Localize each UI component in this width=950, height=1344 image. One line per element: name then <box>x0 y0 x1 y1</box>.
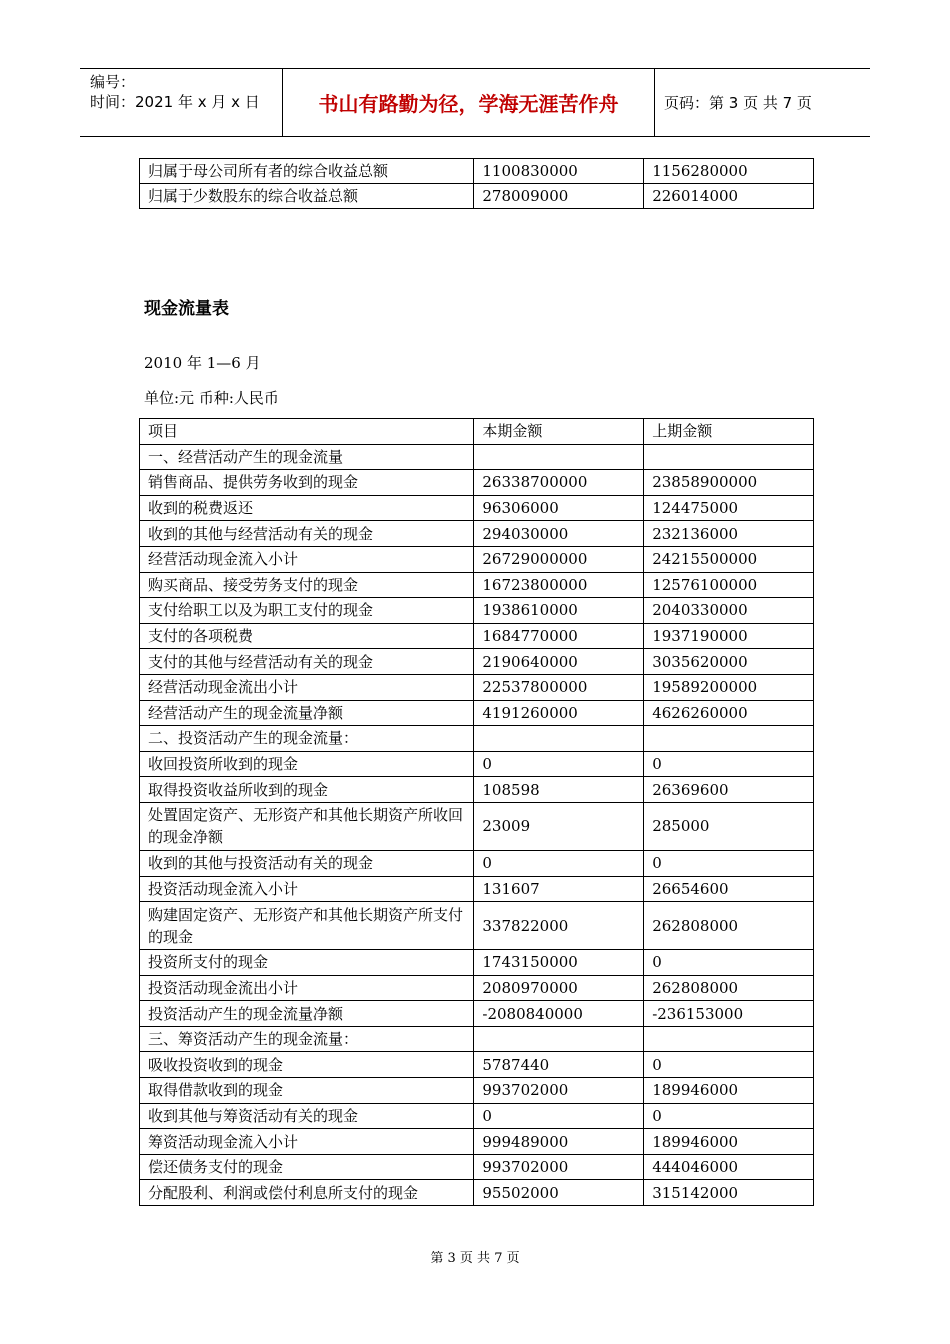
row-current: 0 <box>474 1103 644 1129</box>
row-item: 投资活动现金流出小计 <box>140 975 474 1001</box>
row-previous: 226014000 <box>644 184 814 209</box>
row-item: 分配股利、利润或偿付利息所支付的现金 <box>140 1180 474 1206</box>
row-current: 4191260000 <box>474 700 644 726</box>
row-item: 收回投资所收到的现金 <box>140 751 474 777</box>
row-item: 归属于母公司所有者的综合收益总额 <box>140 159 474 184</box>
table-row <box>140 1154 814 1180</box>
row-current: 0 <box>474 751 644 777</box>
table-row <box>140 546 814 572</box>
income-summary-table <box>139 158 814 209</box>
row-previous: 26369600 <box>644 777 814 803</box>
row-current: 23009 <box>474 802 644 850</box>
table-row <box>140 159 814 184</box>
table-row <box>140 700 814 726</box>
table-row <box>140 444 814 470</box>
section-title: 现金流量表 <box>144 299 229 319</box>
row-current: 131607 <box>474 876 644 902</box>
table-row <box>140 975 814 1001</box>
row-current: 278009000 <box>474 184 644 209</box>
row-previous <box>644 444 814 470</box>
row-current <box>474 1026 644 1052</box>
row-current: 1938610000 <box>474 598 644 624</box>
row-item: 三、筹资活动产生的现金流量： <box>140 1026 474 1052</box>
row-previous: 0 <box>644 1103 814 1129</box>
table-row <box>140 470 814 496</box>
row-previous: 0 <box>644 1052 814 1078</box>
cash-flow-table <box>139 418 814 1206</box>
row-item: 销售商品、提供劳务收到的现金 <box>140 470 474 496</box>
row-previous: 1937190000 <box>644 623 814 649</box>
table-header-row <box>140 419 814 445</box>
row-item: 支付的各项税费 <box>140 623 474 649</box>
row-item: 购买商品、接受劳务支付的现金 <box>140 572 474 598</box>
table-row <box>140 649 814 675</box>
row-current <box>474 444 644 470</box>
row-item: 收到其他与筹资活动有关的现金 <box>140 1103 474 1129</box>
row-previous: 0 <box>644 950 814 976</box>
table-row <box>140 572 814 598</box>
row-current: 0 <box>474 850 644 876</box>
row-item: 收到的其他与投资活动有关的现金 <box>140 850 474 876</box>
row-current: 26338700000 <box>474 470 644 496</box>
row-previous: 232136000 <box>644 521 814 547</box>
row-item: 经营活动产生的现金流量净额 <box>140 700 474 726</box>
row-item: 经营活动现金流入小计 <box>140 546 474 572</box>
row-item: 购建固定资产、无形资产和其他长期资产所支付的现金 <box>140 902 474 950</box>
table-row <box>140 902 814 950</box>
row-item: 支付给职工以及为职工支付的现金 <box>140 598 474 624</box>
row-previous: 24215500000 <box>644 546 814 572</box>
row-current: 22537800000 <box>474 674 644 700</box>
row-current: 16723800000 <box>474 572 644 598</box>
table-row <box>140 184 814 209</box>
table-row <box>140 623 814 649</box>
row-current: 1100830000 <box>474 159 644 184</box>
table-row <box>140 777 814 803</box>
header-time-label: 时间：2021 年 x 月 x 日 <box>90 93 260 111</box>
row-previous: 23858900000 <box>644 470 814 496</box>
row-previous: 285000 <box>644 802 814 850</box>
row-current: 95502000 <box>474 1180 644 1206</box>
header-meta <box>90 72 260 112</box>
row-current: 999489000 <box>474 1129 644 1155</box>
row-previous: 26654600 <box>644 876 814 902</box>
header-motto: 书山有路勤为径，学海无涯苦作舟 <box>318 92 619 116</box>
row-item: 支付的其他与经营活动有关的现金 <box>140 649 474 675</box>
row-item: 二、投资活动产生的现金流量： <box>140 726 474 752</box>
row-previous: -236153000 <box>644 1001 814 1027</box>
table-row <box>140 1129 814 1155</box>
row-item: 收到的税费返还 <box>140 495 474 521</box>
row-item: 投资活动现金流入小计 <box>140 876 474 902</box>
row-item: 取得投资收益所收到的现金 <box>140 777 474 803</box>
row-previous: 0 <box>644 751 814 777</box>
header-current: 本期金额 <box>474 419 644 445</box>
row-current: 108598 <box>474 777 644 803</box>
row-current: 2190640000 <box>474 649 644 675</box>
header-divider <box>654 69 655 136</box>
row-previous: 262808000 <box>644 902 814 950</box>
table-row <box>140 751 814 777</box>
row-previous: 189946000 <box>644 1078 814 1104</box>
header-item: 项目 <box>140 419 474 445</box>
row-current: 1743150000 <box>474 950 644 976</box>
row-previous: 2040330000 <box>644 598 814 624</box>
row-previous: 4626260000 <box>644 700 814 726</box>
row-item: 归属于少数股东的综合收益总额 <box>140 184 474 209</box>
row-previous: 262808000 <box>644 975 814 1001</box>
page-header <box>80 68 870 137</box>
row-item: 经营活动现金流出小计 <box>140 674 474 700</box>
table-row <box>140 1026 814 1052</box>
row-previous <box>644 1026 814 1052</box>
header-number-label: 编号： <box>90 73 136 91</box>
row-previous: 444046000 <box>644 1154 814 1180</box>
row-current: 993702000 <box>474 1154 644 1180</box>
table-row <box>140 1001 814 1027</box>
section-period: 2010 年 1—6 月 <box>144 354 261 372</box>
row-previous: 19589200000 <box>644 674 814 700</box>
row-previous: 315142000 <box>644 1180 814 1206</box>
row-previous: 1156280000 <box>644 159 814 184</box>
row-previous: 3035620000 <box>644 649 814 675</box>
table-row <box>140 726 814 752</box>
row-current: 5787440 <box>474 1052 644 1078</box>
table-row <box>140 876 814 902</box>
page-footer: 第 3 页 共 7 页 <box>430 1251 520 1266</box>
row-current <box>474 726 644 752</box>
section-unit: 单位:元 币种:人民币 <box>144 389 279 407</box>
row-previous <box>644 726 814 752</box>
table-row <box>140 598 814 624</box>
row-item: 处置固定资产、无形资产和其他长期资产所收回的现金净额 <box>140 802 474 850</box>
row-item: 取得借款收到的现金 <box>140 1078 474 1104</box>
row-previous: 189946000 <box>644 1129 814 1155</box>
row-current: 26729000000 <box>474 546 644 572</box>
row-current: 1684770000 <box>474 623 644 649</box>
row-current: 294030000 <box>474 521 644 547</box>
row-previous: 12576100000 <box>644 572 814 598</box>
table-row <box>140 1180 814 1206</box>
row-item: 吸收投资收到的现金 <box>140 1052 474 1078</box>
table-row <box>140 1103 814 1129</box>
table-row <box>140 1052 814 1078</box>
row-previous: 124475000 <box>644 495 814 521</box>
row-item: 一、经营活动产生的现金流量 <box>140 444 474 470</box>
row-current: 96306000 <box>474 495 644 521</box>
row-item: 偿还债务支付的现金 <box>140 1154 474 1180</box>
row-current: 993702000 <box>474 1078 644 1104</box>
row-item: 筹资活动现金流入小计 <box>140 1129 474 1155</box>
row-previous: 0 <box>644 850 814 876</box>
header-page-label: 页码：第 3 页 共 7 页 <box>664 94 812 112</box>
table-row <box>140 495 814 521</box>
row-item: 投资活动产生的现金流量净额 <box>140 1001 474 1027</box>
row-current: -2080840000 <box>474 1001 644 1027</box>
table-row <box>140 674 814 700</box>
row-current: 2080970000 <box>474 975 644 1001</box>
table-row <box>140 850 814 876</box>
table-row <box>140 521 814 547</box>
row-item: 收到的其他与经营活动有关的现金 <box>140 521 474 547</box>
row-current: 337822000 <box>474 902 644 950</box>
header-previous: 上期金额 <box>644 419 814 445</box>
table-row <box>140 802 814 850</box>
row-item: 投资所支付的现金 <box>140 950 474 976</box>
table-row <box>140 950 814 976</box>
table-row <box>140 1078 814 1104</box>
